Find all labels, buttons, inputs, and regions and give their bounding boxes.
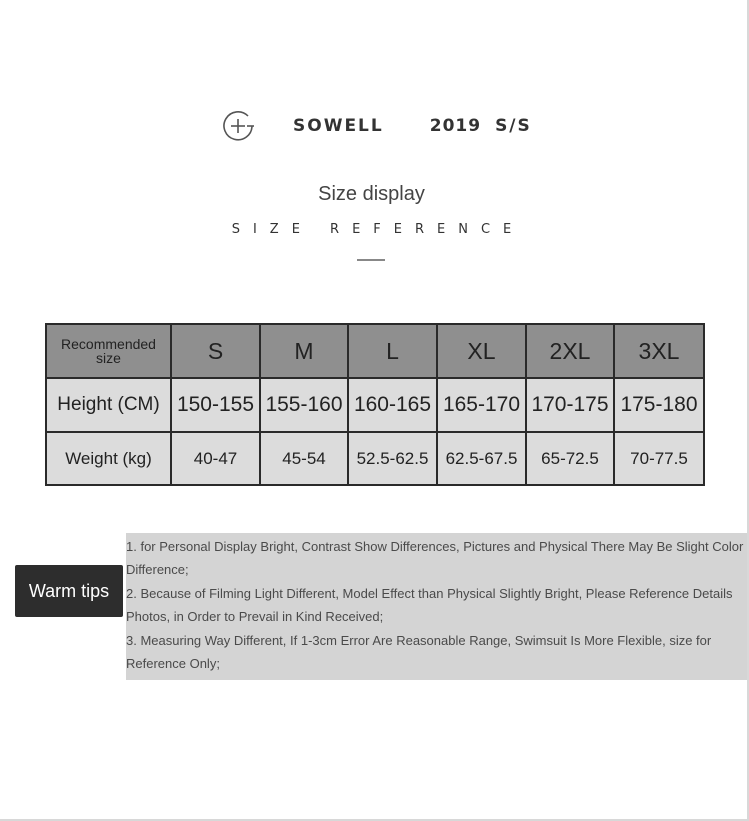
table-cell: 40-47 <box>171 432 260 485</box>
tip-line: Photos, in Order to Prevail in Kind Received; <box>126 609 384 625</box>
table-cell: 65-72.5 <box>526 432 614 485</box>
tip-line: 2. Because of Filming Light Different, Model Effect than Physical Slightly Bright, Please Reference Details <box>126 585 733 601</box>
table-cell: 160-165 <box>348 378 437 432</box>
table-cell: 165-170 <box>437 378 526 432</box>
table-cell: 52.5-62.5 <box>348 432 437 485</box>
tip-line: Difference; <box>126 562 189 578</box>
page-subtitle: SIZE REFERENCE <box>231 222 525 237</box>
size-header-cell: L <box>348 324 437 378</box>
size-header-cell: M <box>260 324 348 378</box>
header-label-cell: Recommended size <box>46 324 171 378</box>
size-header-cell: S <box>171 324 260 378</box>
table-cell: 155-160 <box>260 378 348 432</box>
table-cell: 170-175 <box>526 378 614 432</box>
brand-season-year: 2019 <box>429 116 482 136</box>
brand-collection: S/S <box>495 116 532 136</box>
weight-row <box>46 432 704 485</box>
table-cell: 70-77.5 <box>614 432 704 485</box>
size-header-cell: 2XL <box>526 324 614 378</box>
tip-line: 1. for Personal Display Bright, Contrast Show Differences, Pictures and Physical There May Be Slight Color <box>126 539 744 554</box>
circle-plus-icon <box>221 109 255 143</box>
table-cell: 175-180 <box>614 378 704 432</box>
size-header-cell: 3XL <box>614 324 704 378</box>
brand-name: SOWELL <box>293 116 384 136</box>
size-chart-table <box>45 323 705 486</box>
tip-line: Reference Only; <box>126 656 220 672</box>
row-label-cell: Weight (kg) <box>46 432 171 485</box>
table-cell: 45-54 <box>260 432 348 485</box>
size-header-row <box>46 324 704 378</box>
size-header-cell: XL <box>437 324 526 378</box>
table-cell: 62.5-67.5 <box>437 432 526 485</box>
row-label-cell: Height (CM) <box>46 378 171 432</box>
title-divider <box>357 259 385 261</box>
page-title: Size display <box>318 183 425 205</box>
tip-line: 3. Measuring Way Different, If 1-3cm Error Are Reasonable Range, Swimsuit Is More Flexible, size for <box>126 632 712 648</box>
table-cell: 150-155 <box>171 378 260 432</box>
warm-tips-badge: Warm tips <box>15 565 123 617</box>
warm-tips-box <box>126 533 747 680</box>
height-row <box>46 378 704 432</box>
brand-header <box>221 108 532 144</box>
